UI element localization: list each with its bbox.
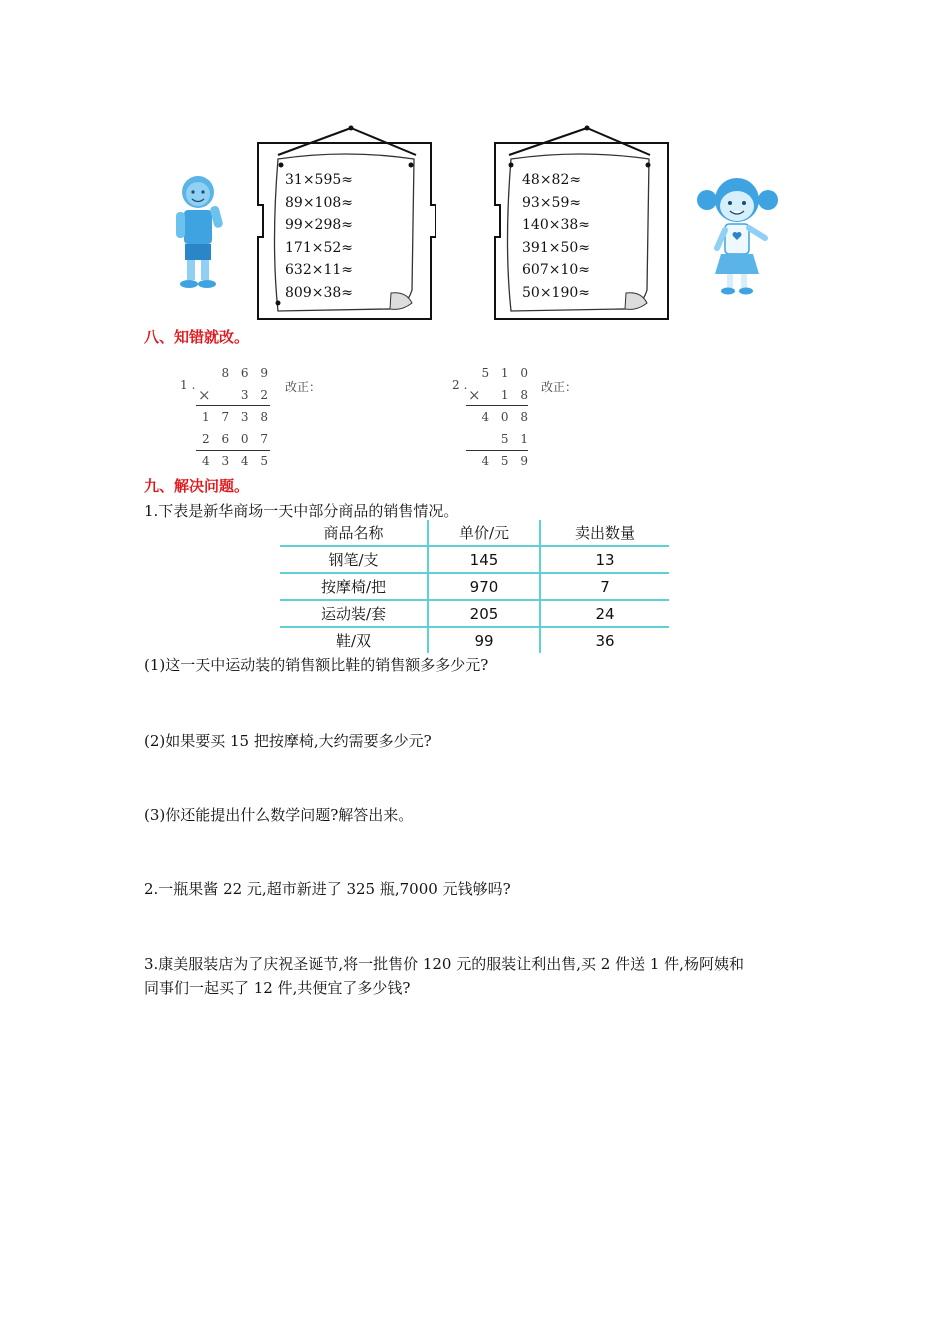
table-header-cell: 单价/元	[428, 520, 540, 546]
board-right-line: 50×190≈	[522, 284, 590, 301]
board-left-line: 31×595≈	[285, 172, 353, 188]
table-cell: 运动装/套	[280, 600, 428, 627]
calc-1-partial-1: 1 7 3 8	[202, 410, 272, 424]
board-right-line: 391×50≈	[522, 239, 590, 256]
table-cell: 205	[428, 600, 540, 627]
calc-2-partial-1: 4 0 8	[481, 410, 532, 424]
calc-1-multiplicand: 8 6 9	[221, 366, 272, 380]
board-left-line: 171×52≈	[285, 239, 353, 256]
sales-table	[280, 520, 669, 653]
question-1-intro: 1.下表是新华商场一天中部分商品的销售情况。	[144, 502, 459, 520]
table-row	[280, 546, 669, 573]
table-cell: 24	[540, 600, 669, 627]
calc-2-line	[466, 405, 528, 406]
calc-1-result: 4 3 4 5	[202, 454, 272, 468]
table-cell: 99	[428, 627, 540, 653]
table-cell: 按摩椅/把	[280, 573, 428, 600]
table-cell: 36	[595, 631, 615, 650]
calc-1-fix-label: 改正：	[285, 380, 322, 394]
calc-2-mult-sign: ×	[468, 386, 485, 404]
estimate-board-left	[256, 125, 436, 322]
calc-2-multiplicand: 5 1 0	[481, 366, 532, 380]
calc-1	[180, 366, 280, 476]
calc-2-fix-label: 改正：	[541, 380, 578, 394]
table-row	[280, 627, 669, 653]
table-cell: 13	[540, 546, 669, 573]
calc-1-mult-sign: ×	[198, 386, 215, 404]
calc-2-partial-2: 5 1	[500, 432, 532, 446]
table-row	[280, 600, 669, 627]
board-left-line: 809×38≈	[285, 284, 353, 301]
table-cell: 145	[428, 546, 540, 573]
calc-2-multiplier: 1 8	[500, 388, 532, 402]
section-9-title: 九、解决问题。	[144, 477, 250, 495]
calc-1-line	[196, 450, 270, 451]
table-header-cell: 卖出数量	[540, 520, 669, 546]
question-1-part-1: (1)这一天中运动装的销售额比鞋的销售额多多少元?	[144, 656, 489, 674]
calc-1-index: 1.	[180, 378, 200, 392]
question-1-part-2: (2)如果要买 15 把按摩椅,大约需要多少元?	[144, 732, 432, 750]
board-right-line: 607×10≈	[522, 262, 590, 279]
calc-2-line	[466, 450, 528, 451]
boy-illustration	[170, 170, 230, 295]
calc-1-partial-2: 2 6 0 7	[202, 432, 272, 446]
calc-1-multiplier: 3 2	[240, 388, 272, 402]
table-header-cell: 商品名称	[280, 520, 428, 546]
table-header-row	[280, 520, 669, 546]
section-8-title: 八、知错就改。	[144, 328, 250, 346]
table-cell: 7	[540, 573, 669, 600]
question-3-line-1: 3.康美服装店为了庆祝圣诞节,将一批售价 120 元的服装让利出售,买 2 件送 1 件,杨阿姨和	[144, 955, 744, 973]
question-1-part-3: (3)你还能提出什么数学问题?解答出来。	[144, 806, 414, 824]
board-left-line: 99×298≈	[285, 217, 353, 234]
board-left-line: 632×11≈	[285, 262, 353, 279]
calc-2	[452, 366, 552, 476]
question-3-line-2: 同事们一起买了 12 件,共便宜了多少钱?	[144, 979, 411, 997]
board-right-line: 93×59≈	[522, 194, 582, 211]
estimate-board-right	[493, 125, 673, 322]
table-cell: 鞋/双	[280, 627, 428, 653]
table-row	[280, 573, 669, 600]
board-right-line: 48×82≈	[522, 172, 582, 188]
board-right-line: 140×38≈	[522, 217, 590, 234]
calc-1-line	[196, 405, 270, 406]
calc-2-result: 4 5 9	[481, 454, 532, 468]
calc-2-index: 2.	[452, 378, 472, 392]
question-2: 2.一瓶果酱 22 元,超市新进了 325 瓶,7000 元钱够吗?	[144, 880, 511, 898]
table-cell: 钢笔/支	[280, 546, 428, 573]
board-left-line: 89×108≈	[285, 194, 353, 211]
table-cell: 970	[428, 573, 540, 600]
girl-illustration	[695, 170, 780, 300]
